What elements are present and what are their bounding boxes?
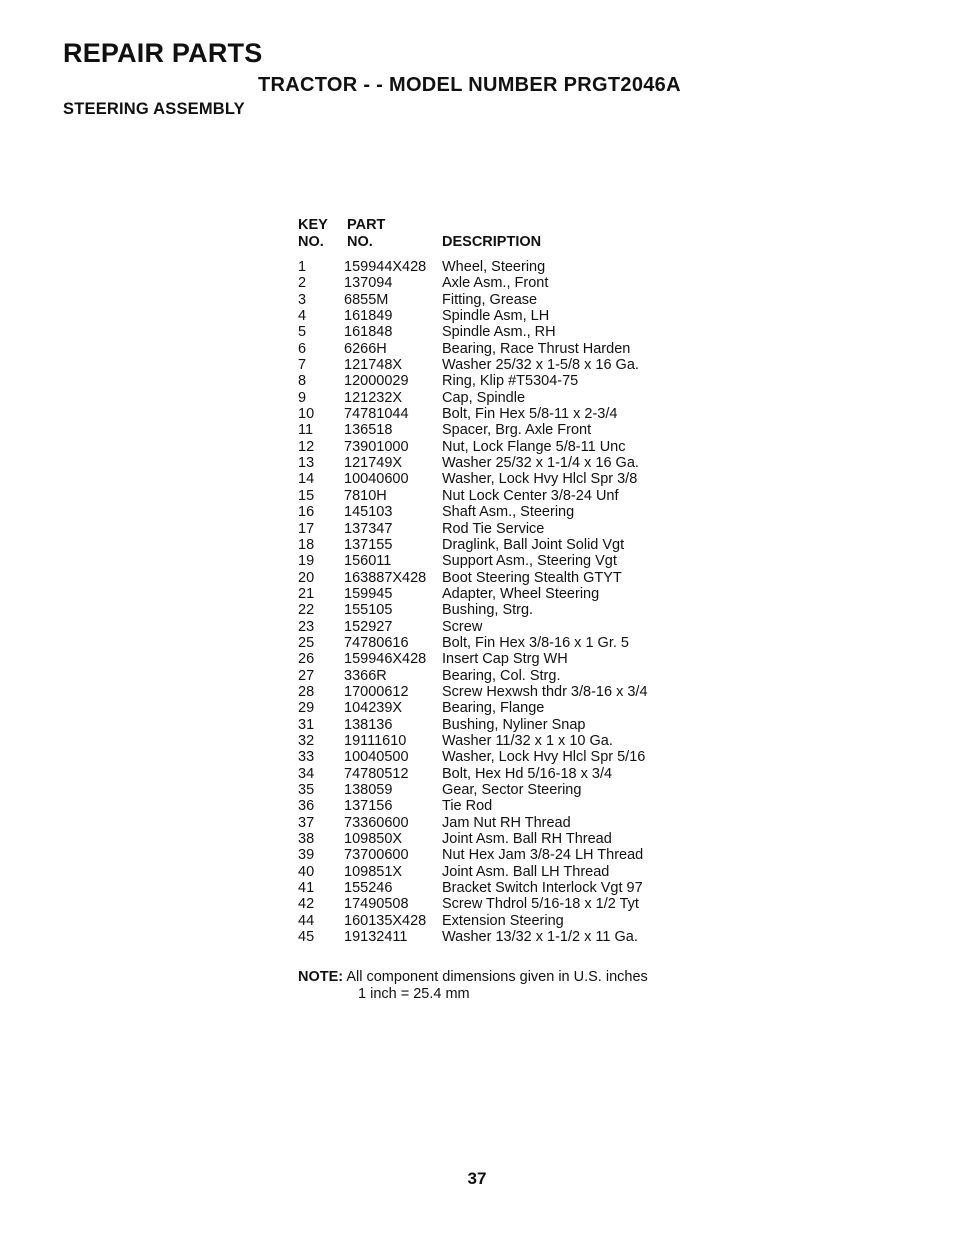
part-no-cell: 74780616 — [344, 634, 409, 651]
note-label: NOTE: — [298, 969, 344, 985]
key-no-cell: 41 — [298, 880, 315, 897]
part-no-cell: 3366R — [344, 667, 387, 684]
part-no-cell: 137094 — [344, 275, 393, 292]
part-no-cell: 109850X — [344, 831, 403, 848]
key-no-cell: 23 — [298, 618, 315, 635]
description-cell: Washer 25/32 x 1-1/4 x 16 Ga. — [442, 455, 639, 472]
table-row — [298, 471, 718, 487]
table-row — [298, 259, 718, 275]
part-no-cell: 7810H — [344, 487, 387, 504]
table-row — [298, 308, 718, 324]
table-row — [298, 390, 718, 406]
key-no-cell: 3 — [298, 291, 307, 308]
part-no-cell: 137156 — [344, 798, 393, 815]
key-no-cell: 17 — [298, 520, 315, 537]
table-row — [298, 373, 718, 389]
description-cell: Spindle Asm, LH — [442, 308, 550, 325]
page-number: 37 — [467, 1169, 487, 1188]
table-row — [298, 619, 718, 635]
key-no-cell: 39 — [298, 847, 315, 864]
description-cell: Washer, Lock Hvy Hlcl Spr 5/16 — [442, 749, 646, 766]
table-row — [298, 537, 718, 553]
key-no-cell: 35 — [298, 782, 315, 798]
table-row — [298, 406, 718, 422]
description-cell: Bolt, Hex Hd 5/16-18 x 3/4 — [442, 765, 613, 782]
key-no-cell: 9 — [298, 389, 307, 406]
key-no-cell: 19 — [298, 553, 315, 570]
part-header-line2: NO. — [347, 234, 373, 250]
section-heading: STEERING ASSEMBLY — [63, 100, 245, 118]
part-no-cell: 6855M — [344, 291, 389, 308]
table-row — [298, 684, 718, 700]
part-no-cell: 159946X428 — [344, 651, 427, 668]
key-no-cell: 18 — [298, 536, 315, 553]
table-row — [298, 521, 718, 537]
key-no-cell: 45 — [298, 929, 315, 946]
description-cell: Joint Asm. Ball RH Thread — [442, 831, 612, 848]
table-row — [298, 864, 718, 880]
key-no-cell: 22 — [298, 602, 315, 619]
table-row — [298, 504, 718, 520]
key-no-cell: 14 — [298, 471, 315, 488]
key-no-cell: 13 — [298, 455, 315, 472]
part-no-cell: 161849 — [344, 308, 393, 325]
part-no-cell: 104239X — [344, 700, 403, 717]
description-cell: Wheel, Steering — [442, 259, 546, 275]
key-no-cell: 44 — [298, 912, 315, 929]
description-cell: Washer 13/32 x 1-1/2 x 11 Ga. — [442, 929, 638, 946]
table-row — [298, 782, 718, 798]
description-cell: Jam Nut RH Thread — [442, 814, 571, 831]
description-header: DESCRIPTION — [442, 234, 542, 250]
key-no-cell: 42 — [298, 896, 315, 913]
table-row — [298, 880, 718, 896]
part-no-cell: 121749X — [344, 455, 403, 472]
key-no-cell: 36 — [298, 798, 315, 815]
table-row — [298, 455, 718, 471]
part-no-cell: 121748X — [344, 357, 403, 374]
key-no-cell: 16 — [298, 504, 315, 521]
key-no-header — [298, 217, 328, 251]
part-no-cell: 109851X — [344, 863, 403, 880]
table-row — [298, 700, 718, 716]
table-row — [298, 847, 718, 863]
description-cell: Insert Cap Strg WH — [442, 651, 568, 668]
description-cell: Support Asm., Steering Vgt — [442, 553, 617, 570]
table-row — [298, 586, 718, 602]
description-cell: Washer, Lock Hvy Hlcl Spr 3/8 — [442, 471, 638, 488]
parts-table-body — [298, 259, 718, 945]
description-cell: Nut, Lock Flange 5/8-11 Unc — [442, 438, 626, 455]
table-row — [298, 896, 718, 912]
description-cell: Ring, Klip #T5304-75 — [442, 373, 579, 390]
model-subtitle: TRACTOR - - MODEL NUMBER PRGT2046A — [258, 74, 681, 96]
part-no-cell: 74781044 — [344, 406, 409, 423]
part-no-cell: 73901000 — [344, 438, 409, 455]
part-no-cell: 73700600 — [344, 847, 409, 864]
table-row — [298, 439, 718, 455]
table-row — [298, 913, 718, 929]
key-no-cell: 4 — [298, 308, 307, 325]
description-cell: Spindle Asm., RH — [442, 324, 556, 341]
table-row — [298, 668, 718, 684]
key-no-cell: 2 — [298, 275, 307, 292]
description-cell: Adapter, Wheel Steering — [442, 585, 600, 602]
description-cell: Washer 25/32 x 1-5/8 x 16 Ga. — [442, 357, 639, 374]
part-no-cell: 137155 — [344, 536, 393, 553]
key-no-cell: 7 — [298, 357, 307, 374]
part-no-cell: 155246 — [344, 880, 393, 897]
key-header-line2: NO. — [298, 234, 324, 250]
description-cell: Gear, Sector Steering — [442, 782, 582, 798]
part-no-cell: 17490508 — [344, 896, 409, 913]
part-no-cell: 145103 — [344, 504, 393, 521]
note-block — [298, 969, 648, 1002]
description-cell: Joint Asm. Ball LH Thread — [442, 863, 610, 880]
table-row — [298, 766, 718, 782]
part-no-cell: 138136 — [344, 716, 393, 733]
key-no-cell: 34 — [298, 765, 315, 782]
key-no-cell: 25 — [298, 634, 315, 651]
description-cell: Bearing, Col. Strg. — [442, 667, 561, 684]
table-row — [298, 292, 718, 308]
description-cell: Bolt, Fin Hex 3/8-16 x 1 Gr. 5 — [442, 634, 629, 651]
part-no-cell: 163887X428 — [344, 569, 427, 586]
part-no-cell: 19132411 — [344, 929, 408, 946]
description-cell: Bolt, Fin Hex 5/8-11 x 2-3/4 — [442, 406, 618, 423]
page-title: REPAIR PARTS — [63, 38, 263, 68]
key-no-cell: 28 — [298, 683, 315, 700]
part-no-cell: 152927 — [344, 618, 393, 635]
description-cell: Screw Thdrol 5/16-18 x 1/2 Tyt — [442, 896, 639, 913]
part-no-cell: 159945 — [344, 585, 393, 602]
table-row — [298, 929, 718, 945]
note-line1: All component dimensions given in U.S. inches — [346, 969, 648, 985]
part-no-cell: 73360600 — [344, 814, 409, 831]
key-no-cell: 37 — [298, 814, 315, 831]
description-cell: Washer 11/32 x 1 x 10 Ga. — [442, 732, 613, 749]
key-no-cell: 32 — [298, 732, 315, 749]
parts-table — [298, 259, 718, 945]
key-no-cell: 10 — [298, 406, 315, 423]
table-row — [298, 602, 718, 618]
description-cell: Fitting, Grease — [442, 291, 538, 308]
table-row — [298, 635, 718, 651]
key-no-cell: 21 — [298, 585, 315, 602]
key-no-cell: 27 — [298, 667, 315, 684]
description-cell: Bushing, Nyliner Snap — [442, 716, 586, 733]
part-no-cell: 74780512 — [344, 765, 409, 782]
key-no-cell: 6 — [298, 340, 307, 357]
table-row — [298, 357, 718, 373]
key-header-line1: KEY — [298, 217, 328, 233]
table-row — [298, 815, 718, 831]
table-row — [298, 553, 718, 569]
key-no-cell: 26 — [298, 651, 315, 668]
table-row — [298, 717, 718, 733]
part-no-cell: 136518 — [344, 422, 393, 439]
key-no-cell: 1 — [298, 259, 307, 275]
table-row — [298, 798, 718, 814]
description-cell: Screw Hexwsh thdr 3/8-16 x 3/4 — [442, 683, 648, 700]
description-cell: Screw — [442, 618, 483, 635]
key-no-cell: 40 — [298, 863, 315, 880]
part-no-cell: 155105 — [344, 602, 393, 619]
description-cell: Boot Steering Stealth GTYT — [442, 569, 622, 586]
part-no-cell: 121232X — [344, 389, 403, 406]
part-no-cell: 160135X428 — [344, 912, 427, 929]
key-no-cell: 38 — [298, 831, 315, 848]
key-no-cell: 29 — [298, 700, 315, 717]
table-row — [298, 733, 718, 749]
part-no-cell: 19111610 — [344, 732, 407, 749]
part-no-cell: 159944X428 — [344, 259, 427, 275]
description-cell: Bracket Switch Interlock Vgt 97 — [442, 880, 643, 897]
table-row — [298, 324, 718, 340]
key-no-cell: 8 — [298, 373, 307, 390]
part-no-cell: 12000029 — [344, 373, 409, 390]
key-no-cell: 31 — [298, 716, 315, 733]
key-no-cell: 12 — [298, 438, 315, 455]
description-cell: Cap, Spindle — [442, 389, 526, 406]
description-cell: Bushing, Strg. — [442, 602, 534, 619]
description-cell: Spacer, Brg. Axle Front — [442, 422, 592, 439]
table-row — [298, 341, 718, 357]
part-no-cell: 161848 — [344, 324, 393, 341]
table-row — [298, 651, 718, 667]
key-no-cell: 33 — [298, 749, 315, 766]
table-row — [298, 488, 718, 504]
part-no-cell: 10040500 — [344, 749, 409, 766]
description-cell: Rod Tie Service — [442, 520, 545, 537]
table-row — [298, 749, 718, 765]
table-row — [298, 275, 718, 291]
part-header-line1: PART — [347, 217, 386, 233]
description-cell: Axle Asm., Front — [442, 275, 549, 292]
description-cell: Tie Rod — [442, 798, 493, 815]
description-cell: Bearing, Flange — [442, 700, 545, 717]
description-cell: Draglink, Ball Joint Solid Vgt — [442, 536, 625, 553]
key-no-cell: 5 — [298, 324, 307, 341]
part-no-cell: 138059 — [344, 782, 393, 798]
description-cell: Extension Steering — [442, 912, 564, 929]
description-cell: Bearing, Race Thrust Harden — [442, 340, 631, 357]
note-line2: 1 inch = 25.4 mm — [358, 985, 470, 1002]
key-no-cell: 20 — [298, 569, 315, 586]
description-cell: Nut Lock Center 3/8-24 Unf — [442, 487, 619, 504]
table-row — [298, 422, 718, 438]
part-no-cell: 10040600 — [344, 471, 409, 488]
part-no-cell: 156011 — [344, 553, 392, 570]
description-cell: Nut Hex Jam 3/8-24 LH Thread — [442, 847, 644, 864]
key-no-cell: 11 — [298, 422, 314, 439]
part-no-cell: 6266H — [344, 340, 387, 357]
part-no-cell: 137347 — [344, 520, 393, 537]
table-row — [298, 831, 718, 847]
key-no-cell: 15 — [298, 487, 315, 504]
part-no-header — [347, 217, 385, 251]
table-row — [298, 570, 718, 586]
description-cell: Shaft Asm., Steering — [442, 504, 575, 521]
part-no-cell: 17000612 — [344, 683, 409, 700]
